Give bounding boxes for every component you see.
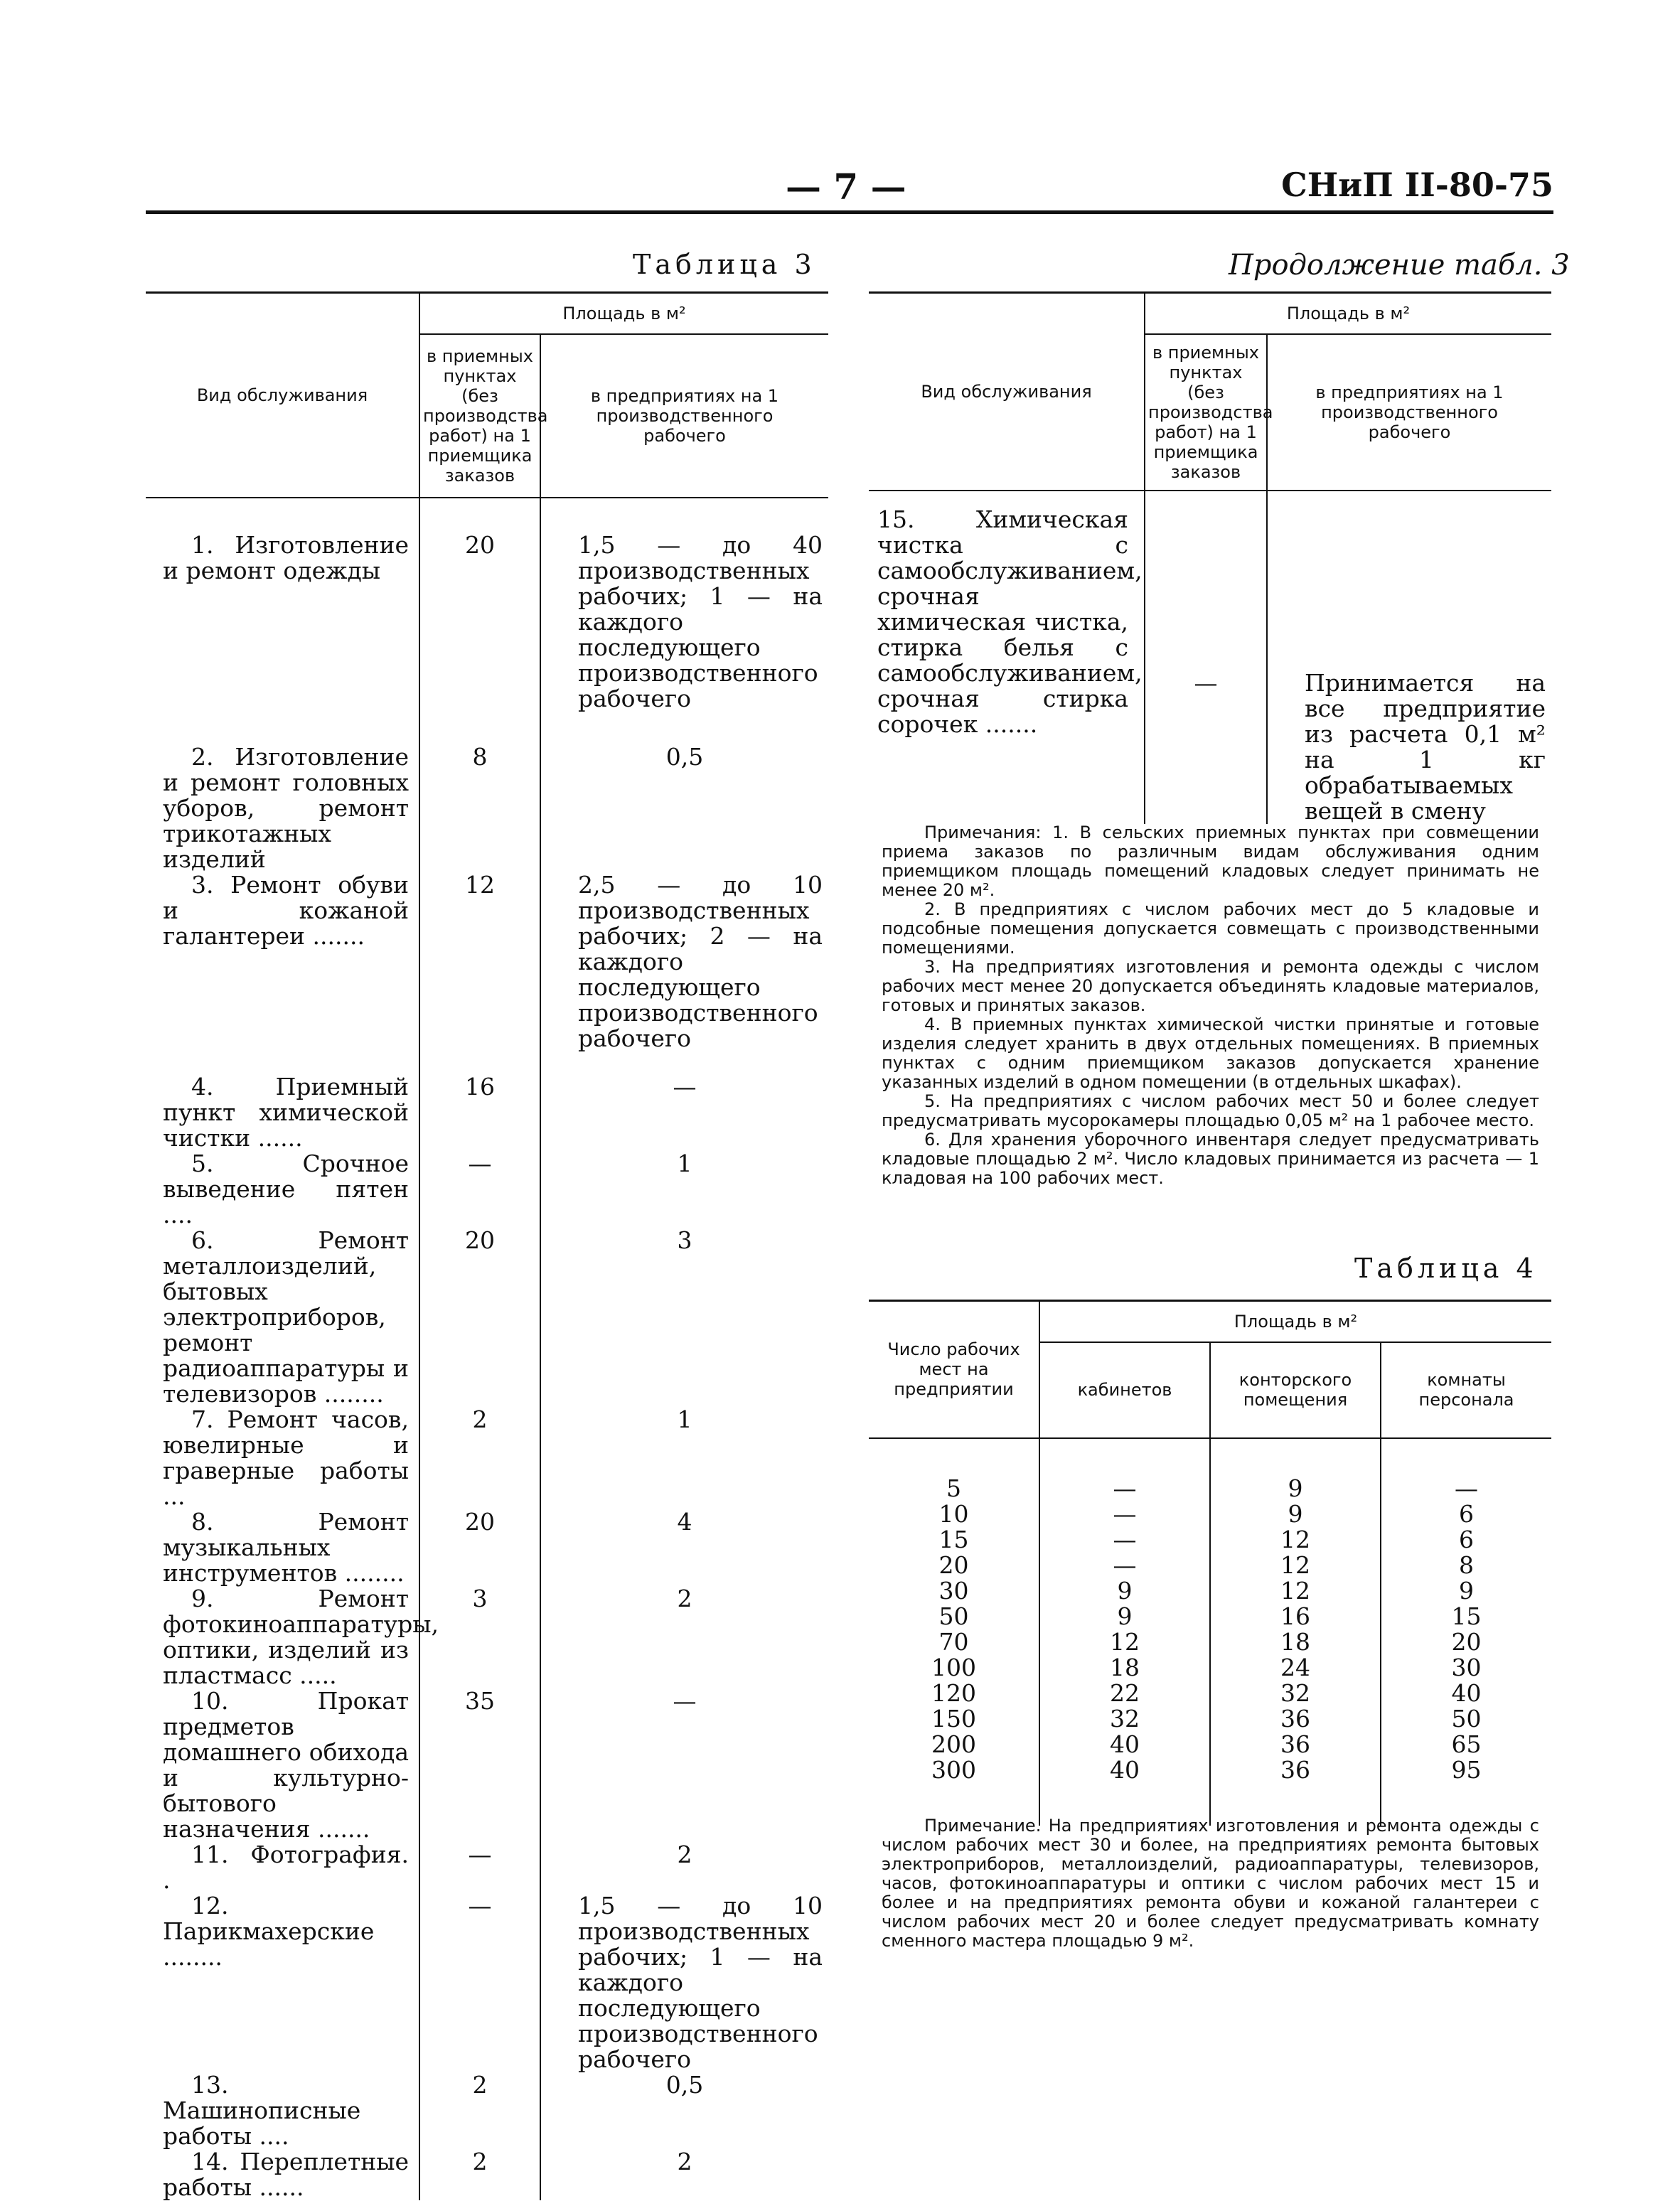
table-4-note: Примечание. На предприятиях изготовления и ремонта одежды с числом рабочих мест 30 и более, на предприятиях ремонта бытовых электроприборов, металлоизделий, радиоаппаратуры, телевизоров, часов, фотокиноаппаратуры и оптики с числом рабочих мест 15 и более и на предприятиях ремонта обуви и кожаной галантереи с числом рабочих мест 20 и более следует предусматривать комнату сменного мастера площадью 9 м². (882, 1816, 1539, 1951)
row-recv: — (419, 1842, 540, 1893)
table-row (146, 872, 828, 1074)
row-ent: 1,5 — до 40 производственных рабочих; 1 — на каждого последующего производственного рабочего (540, 498, 828, 744)
table-3-body (146, 498, 828, 2200)
row-recv: 2 (419, 2149, 540, 2200)
page-number: — 7 — (786, 166, 906, 208)
table-row (146, 1509, 828, 1586)
note-paragraph: 5. На предприятиях с числом рабочих мест 50 и более следует предусматривать мусорокамеры площадью 0,05 м² на 1 рабочее место. (882, 1091, 1539, 1130)
table-row (869, 1527, 1551, 1553)
t4-cell-staff: 40 (1381, 1681, 1551, 1706)
t4-cell-off: 36 (1210, 1706, 1381, 1732)
header-rule (146, 210, 1553, 214)
row-recv: 2 (419, 2072, 540, 2149)
t4-col-cab-header: кабинетов (1039, 1342, 1210, 1438)
row-kind: 1. Изготовление и ремонт одежды (163, 530, 409, 584)
table-row (869, 1438, 1551, 1501)
t4-cell-num: 15 (938, 1525, 969, 1553)
row-kind: 7. Ремонт часов, ювелирные и граверные работы ... (163, 1405, 409, 1510)
t4-cell-num: 30 (938, 1576, 969, 1605)
row-kind: 14. Переплетные работы ...... (163, 2147, 409, 2201)
t4-cell-staff: 8 (1381, 1553, 1551, 1578)
t4-cell-num: 150 (931, 1704, 976, 1733)
table-row (146, 2072, 828, 2149)
note-paragraph: Примечания: 1. В сельских приемных пунктах при совмещении приема заказов по различным видам обслуживания одним приемщиком площадь помещений кладовых следует принимать не менее 20 м². (882, 823, 1539, 900)
t4-cell-num: 200 (931, 1730, 976, 1758)
t4-cell-cab: — (1039, 1438, 1210, 1501)
row-ent: 2 (540, 2149, 828, 2200)
note-paragraph: 3. На предприятиях изготовления и ремонта одежды с числом рабочих мест менее 20 допускается объединять кладовые материалов, готовых и принятых заказов. (882, 957, 1539, 1015)
t4-cell-cab: 32 (1039, 1706, 1210, 1732)
table-4-title: Таблица 4 (1354, 1253, 1538, 1284)
row15-ent: Принимается на все предприятие из расчета 0,1 м² на 1 кг обрабатываемых вещей в смену (1267, 491, 1551, 824)
row-ent: — (540, 1688, 828, 1842)
t4-cell-off: 12 (1210, 1527, 1381, 1553)
row15-recv: — (1145, 491, 1267, 824)
table-row (146, 1893, 828, 2072)
t4-cell-off: 12 (1210, 1578, 1381, 1604)
t4-cell-num: 50 (938, 1602, 969, 1630)
t4-cell-num: 120 (931, 1678, 976, 1707)
t4-cell-off: 32 (1210, 1681, 1381, 1706)
row-recv: 12 (419, 872, 540, 1074)
t4-cell-staff: 6 (1381, 1501, 1551, 1527)
table-row (869, 1604, 1551, 1629)
t4-cell-staff: 20 (1381, 1629, 1551, 1655)
table-row (869, 1629, 1551, 1655)
table-row (869, 1706, 1551, 1732)
note-paragraph: 2. В предприятиях с числом рабочих мест до 5 кладовые и подсобные помещения допускается совмещать с производственными помещениями. (882, 899, 1539, 958)
table-3-continuation-title: Продолжение табл. 3 (1229, 249, 1570, 282)
t4-col-num-header: Число рабочих мест на предприятии (869, 1301, 1039, 1438)
t4-cell-cab: — (1039, 1501, 1210, 1527)
row-kind: 6. Ремонт металлоизделий, бытовых электроприборов, ремонт радиоаппаратуры и телевизоров ........ (163, 1226, 409, 1408)
row-kind: 12. Парикмахерские ........ (163, 1891, 375, 1971)
table-row (146, 1688, 828, 1842)
t4-cell-cab: 40 (1039, 1732, 1210, 1757)
t4-cell-cab: 9 (1039, 1578, 1210, 1604)
row-kind: 11. Фотография. . (163, 1840, 409, 1894)
cont-col-recv-header: в приемных пунктах (без производства работ) на 1 приемщика заказов (1145, 334, 1267, 491)
row-ent: 0,5 (540, 2072, 828, 2149)
t4-cell-staff: 50 (1381, 1706, 1551, 1732)
table-3-notes (882, 823, 1539, 1188)
t4-cell-num: 5 (946, 1474, 961, 1502)
row-ent: 1,5 — до 10 производственных рабочих; 1 — на каждого последующего производственного рабочего (540, 1893, 828, 2072)
table-row (146, 1586, 828, 1688)
table-row (146, 1151, 828, 1228)
t4-cell-staff: 6 (1381, 1527, 1551, 1553)
row-kind: 5. Срочное выведение пятен .... (163, 1149, 409, 1228)
t4-cell-staff: 9 (1381, 1578, 1551, 1604)
col-area-header: Площадь в м² (419, 293, 828, 334)
cont-col-kind-header: Вид обслуживания (869, 293, 1145, 491)
table-row (146, 2149, 828, 2200)
t4-cell-cab: 22 (1039, 1681, 1210, 1706)
page-header (146, 160, 1553, 210)
table-row (146, 1407, 828, 1509)
t4-cell-cab: — (1039, 1527, 1210, 1553)
row15-kind: 15. Химическая чистка с самообслуживанием, срочная химическая чистка, стирка белья с самообслуживанием, срочная стирка сорочек ....... (877, 505, 1143, 738)
row-kind: 3. Ремонт обуви и кожаной галантереи ....... (163, 870, 409, 950)
t4-cell-off: 9 (1210, 1438, 1381, 1501)
row-recv: 8 (419, 744, 540, 872)
t4-cell-staff: — (1381, 1438, 1551, 1501)
document-code: СНиП II-80-75 (1281, 166, 1553, 204)
t4-cell-off: 16 (1210, 1604, 1381, 1629)
note-paragraph: 6. Для хранения уборочного инвентаря следует предусматривать кладовые площадью 2 м². Число кладовых принимается из расчета — 1 кладовая на 100 рабочих мест. (882, 1130, 1539, 1188)
note-paragraph: 4. В приемных пунктах химической чистки принятые и готовые изделия следует хранить в двух отдельных помещениях. В приемных пунктах с одним приемщиком заказов допускается хранение указанных изделий в одном помещении (в отдельных шкафах). (882, 1014, 1539, 1092)
t4-cell-off: 36 (1210, 1732, 1381, 1757)
t4-cell-num: 100 (931, 1653, 976, 1681)
t4-cell-num: 10 (938, 1499, 969, 1528)
row-ent: 1 (540, 1407, 828, 1509)
t4-cell-cab: 18 (1039, 1655, 1210, 1681)
row-ent: 2 (540, 1586, 828, 1688)
t4-col-off-header: конторского помещения (1210, 1342, 1381, 1438)
table-row (146, 1228, 828, 1407)
t4-cell-num: 300 (931, 1755, 976, 1784)
row-recv: 2 (419, 1407, 540, 1509)
t4-cell-off: 12 (1210, 1553, 1381, 1578)
row-recv: 35 (419, 1688, 540, 1842)
table-row (869, 1655, 1551, 1681)
t4-cell-off: 9 (1210, 1501, 1381, 1527)
t4-cell-staff: 65 (1381, 1732, 1551, 1757)
row-kind: 9. Ремонт фотокиноаппаратуры, оптики, изделий из пластмасс ..... (163, 1584, 439, 1689)
row-recv: 20 (419, 1228, 540, 1407)
table-row (146, 1074, 828, 1151)
t4-cell-off: 24 (1210, 1655, 1381, 1681)
table-3-continuation (869, 291, 1551, 824)
table-row (146, 498, 828, 744)
t4-col-area-header: Площадь в м² (1039, 1301, 1551, 1342)
row-kind: 13. Машинописные работы .... (163, 2070, 361, 2150)
row-kind: 4. Приемный пункт химической чистки ...... (163, 1072, 409, 1152)
table-row (869, 1578, 1551, 1604)
table-4-body (869, 1438, 1551, 1826)
row-ent: 0,5 (540, 744, 828, 872)
row-ent: 1 (540, 1151, 828, 1228)
t4-cell-num: 20 (938, 1551, 969, 1579)
cont-col-area-header: Площадь в м² (1145, 293, 1551, 334)
row-recv: 16 (419, 1074, 540, 1151)
t4-cell-off: 36 (1210, 1757, 1381, 1826)
table-row (869, 1681, 1551, 1706)
table-row (146, 1842, 828, 1893)
table-3 (146, 291, 828, 2200)
t4-cell-off: 18 (1210, 1629, 1381, 1655)
cont-col-ent-header: в предприятиях на 1 производственного рабочего (1267, 334, 1551, 491)
row-kind: 10. Прокат предметов домашнего обихода и культурно-бытового назначения ....... (163, 1686, 409, 1843)
row-recv: 20 (419, 498, 540, 744)
row-ent: 4 (540, 1509, 828, 1586)
table-row (869, 1732, 1551, 1757)
row-ent: 3 (540, 1228, 828, 1407)
t4-cell-staff: 15 (1381, 1604, 1551, 1629)
table-row (869, 491, 1551, 824)
col-kind-header: Вид обслуживания (146, 293, 419, 498)
t4-cell-staff: 30 (1381, 1655, 1551, 1681)
row-ent: — (540, 1074, 828, 1151)
table-3-title: Таблица 3 (633, 249, 816, 280)
table-row (869, 1501, 1551, 1527)
row-ent: 2,5 — до 10 производственных рабочих; 2 — на каждого последующего производственного рабочего (540, 872, 828, 1074)
row-recv: 3 (419, 1586, 540, 1688)
t4-cell-cab: 9 (1039, 1604, 1210, 1629)
row-kind: 2. Изготовление и ремонт головных уборов, ремонт трикотажных изделий (163, 742, 409, 873)
table-4 (869, 1300, 1551, 1826)
col-recv-header: в приемных пунктах (без производства работ) на 1 приемщика заказов (419, 334, 540, 498)
table-row (146, 744, 828, 872)
table-row (869, 1553, 1551, 1578)
t4-col-staff-header: комнаты персонала (1381, 1342, 1551, 1438)
col-ent-header: в предприятиях на 1 производственного рабочего (540, 334, 828, 498)
t4-cell-num: 70 (938, 1627, 969, 1656)
row-kind: 8. Ремонт музыкальных инструментов ........ (163, 1507, 409, 1587)
t4-cell-cab: — (1039, 1553, 1210, 1578)
t4-cell-staff: 95 (1381, 1757, 1551, 1826)
row-recv: — (419, 1151, 540, 1228)
row-recv: 20 (419, 1509, 540, 1586)
row-recv: — (419, 1893, 540, 2072)
row-ent: 2 (540, 1842, 828, 1893)
t4-cell-cab: 12 (1039, 1629, 1210, 1655)
t4-cell-cab: 40 (1039, 1757, 1210, 1826)
